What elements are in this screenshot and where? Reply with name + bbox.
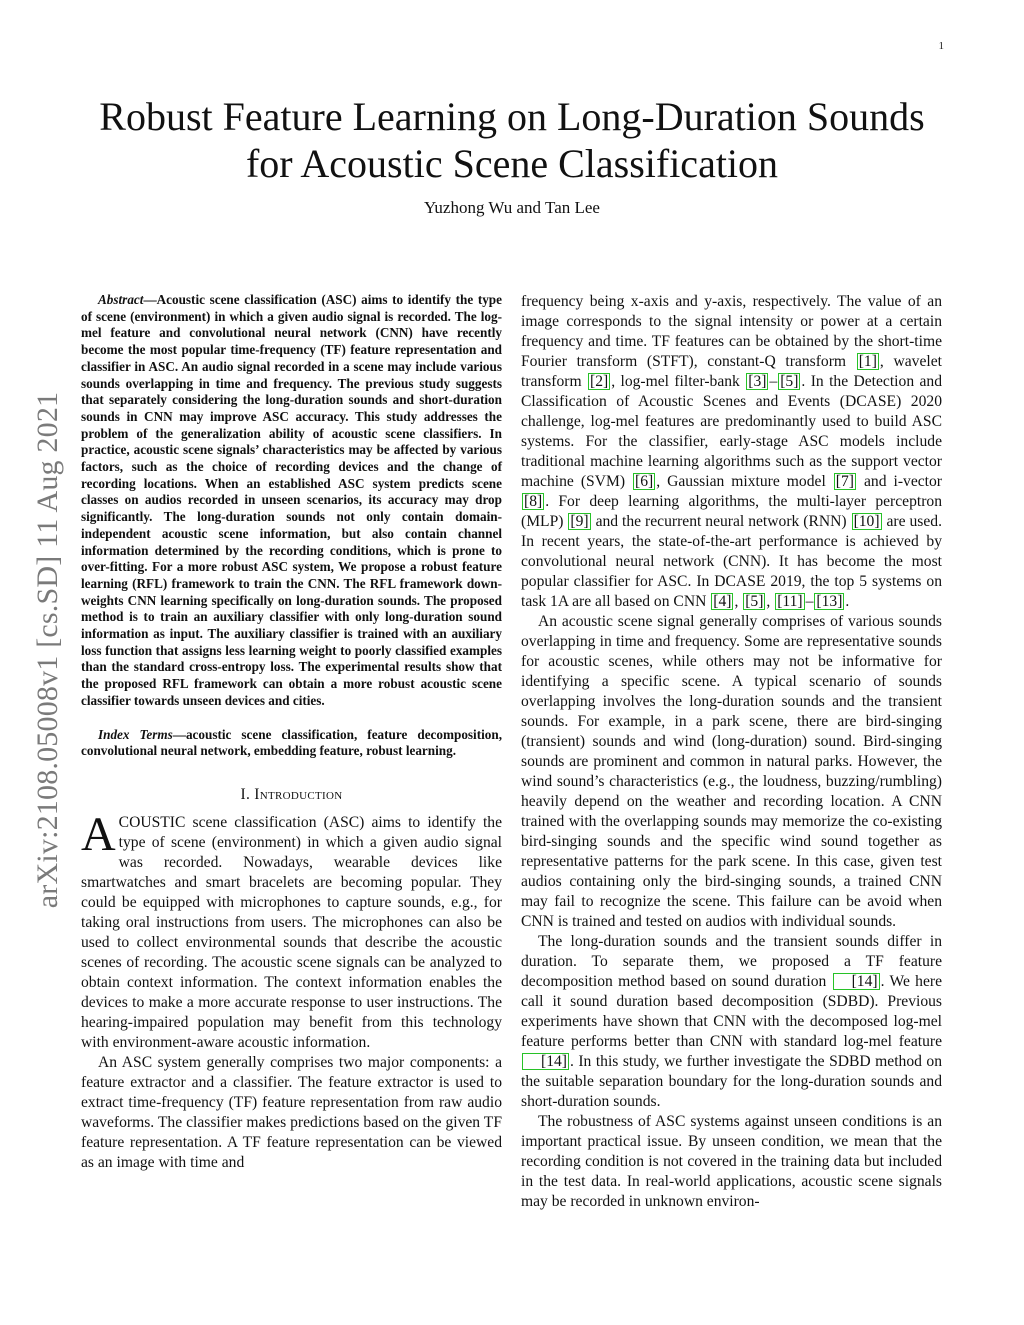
right-paragraph-3 (521, 932, 942, 1112)
text-segment: , wavelet transform (521, 353, 942, 390)
left-column (81, 292, 502, 1173)
text-segment: The long-duration sounds and the transient sounds differ in duration. To separate them, we proposed a TF feature decomposition method based on sound duration (521, 933, 942, 990)
drop-cap: A (81, 807, 116, 861)
authors: Yuzhong Wu and Tan Lee (424, 198, 600, 217)
intro-paragraph-2: An ASC system generally comprises two major components: a feature extractor and a classifier. The feature extractor is used to extract time-frequency (TF) feature representation from raw audio waveforms. The classifier makes predictions based on the given TF feature representation. A TF feature representation can be viewed as an image with time and (81, 1053, 502, 1171)
paper-title (0, 93, 1024, 187)
citation-link[interactable]: [10] (853, 513, 880, 530)
index-terms (81, 727, 502, 760)
abstract-text: Acoustic scene classification (ASC) aims to identify the type of scene (environment) in which a given audio signal is recorded. The log-mel feature and convolutional neural network (CNN) have recently become the most popular time-frequency (TF) feature representation and classifier in ASC. An audio signal recorded in a scene may include various sounds overlapping in time and frequency. The previous study suggests that separately considering the long-duration sounds and short-duration sounds in CNN may improve ASC accuracy. This study addresses the problem of the generalization ability of acoustic scene classifiers. In practice, acoustic scene signals’ characteristics may be affected by various factors, such as the choice of recording devices and the change of recording locations. When an established ASC system predicts scene classes on audios recorded in unseen scenarios, its accuracy may drop significantly. The long-duration sounds not only contain domain-independent acoustic scene information, but also contain channel information determined by the recording conditions, which is prone to over-fitting. For a more robust ASC system, We propose a robust feature learning (RFL) framework to train the CNN. The RFL framework down-weights CNN learning specifically on long-duration sounds. The proposed method is to train an auxiliary classifier with only long-duration sound information as input. The auxiliary classifier is trained with an auxiliary loss function that assigns less learning weight to poorly classified examples than the standard cross-entropy loss. The experimental results show that the proposed RFL framework can obtain a more robust acoustic scene classifier towards unseen devices and cities. (81, 292, 502, 708)
intro-paragraph-1-text: COUSTIC scene classification (ASC) aims to identify the type of scene (environment) in which a given audio signal was recorded. Nowadays, wearable devices like smartwatches and smart bracelets are becoming popular. They could be equipped with microphones to capture sounds, e.g., for taking oral instructions from users. The microphones can also be used to collect environmental sounds that describe the acoustic scenes of recording. The acoustic scene signals can be analyzed to obtain context information. The context information enables the devices to make a more accurate response to user instructions. The hearing-impaired population may benefit from this technology with environment-aware acoustic information. (81, 813, 502, 1051)
text-segment: , (766, 593, 775, 610)
text-segment: and the recurrent neural network (RNN) (591, 513, 851, 530)
text-segment: , Gaussian mixture model (656, 473, 833, 490)
right-paragraph-1 (521, 292, 942, 612)
citation-link[interactable]: [2] (590, 373, 609, 390)
intro-paragraph-1 (81, 807, 502, 1053)
citation-link[interactable]: [6] (635, 473, 654, 490)
text-segment: , (734, 593, 743, 610)
left-body (81, 807, 502, 1173)
text-segment: , log-mel filter-bank (611, 373, 746, 390)
title-line-1: Robust Feature Learning on Long-Duration Sounds (99, 94, 925, 139)
section-name: Introduction (254, 785, 343, 803)
text-segment: . In this study, we further investigate the SDBD method on the suitable separation boundary for the long-duration sounds and short-duration sounds. (521, 1053, 942, 1110)
arxiv-identifier-text: arXiv:2108.05008v1 [cs.SD] 11 Aug 2021 (31, 391, 64, 909)
citation-link[interactable]: [11] (777, 593, 803, 610)
text-segment: – (769, 373, 778, 390)
citation-link[interactable]: [5] (745, 593, 764, 610)
index-terms-dash: — (172, 726, 186, 742)
citation-link[interactable]: [14] (833, 973, 880, 990)
citation-link[interactable]: [7] (835, 473, 854, 490)
abstract-label: Abstract (98, 292, 144, 307)
text-segment: and i-vector (856, 473, 942, 490)
arxiv-identifier (28, 350, 68, 950)
citation-link[interactable]: [5] (780, 373, 799, 390)
text-segment: – (805, 593, 814, 610)
text-segment: . In the Detection and Classification of Acoustic Scenes and Events (DCASE) 2020 challenge, log-mel features are predominantly used to build ASC systems. For the classifier, early-stage ASC models include traditional machine learning algorithms such as the support vector machine (SVM) (521, 373, 943, 490)
right-paragraph-2: An acoustic scene signal generally comprises of various sounds overlapping in time and frequency. Some are representative sounds for acoustic scenes, while others may not be informative for identifying a specific scene. A typical scenario of sounds overlapping involves the long-duration sounds and the transient sounds. For example, in a park scene, there are bird-singing (transient) sounds and wind (long-duration) sound. Bird-singing sounds are prominent and common in natural parks. However, the wind sound’s characteristics (e.g., the loudness, buzzing/rumbling) heavily depend on the weather and recording location. A CNN trained with the overlapping sounds may memorize the co-existing bird-singing sounds and the specific wind sound together as representative patterns for the park scene. In this case, given test audios containing only the bird-singing sounds, a trained CNN may fail to recognize the scene. This failure can be avoid when CNN is trained and tested on audios with individual sounds. (521, 613, 942, 930)
text-segment: . We here call it sound duration based decomposition (SDBD). Previous experiments have shown that CNN with the decomposed log-mel feature performs better than CNN with standard log-mel feature (521, 973, 942, 1050)
text-segment: frequency being x-axis and y-axis, respectively. The value of an image corresponds to the signal intensity or power at a certain frequency and time. TF features can be obtained by the short-time Fourier transform (STFT), constant-Q transform (521, 293, 942, 370)
title-line-2: for Acoustic Scene Classification (245, 141, 779, 186)
index-terms-text: acoustic scene classification, feature decomposition, convolutional neural network, embedding feature, robust learning. (81, 726, 502, 759)
right-column (521, 292, 942, 1212)
abstract (81, 292, 502, 710)
text-segment: . (845, 593, 850, 610)
section-heading (81, 786, 502, 804)
abstract-dash: — (143, 292, 157, 307)
citation-link[interactable]: [14] (522, 1053, 569, 1070)
citation-link[interactable]: [4] (713, 593, 732, 610)
citation-link[interactable]: [13] (816, 593, 843, 610)
citation-link[interactable]: [1] (858, 353, 877, 370)
citation-link[interactable]: [8] (524, 493, 543, 510)
text-segment: are used. In recent years, the state-of-the-art performance is achieved by convolutional neural network (CNN). It has become the most popular classifier for ASC. In DCASE 2019, the top 5 systems on task 1A are all based on CNN (521, 513, 942, 610)
citation-link[interactable]: [3] (748, 373, 767, 390)
text-segment: . For deep learning algorithms, the multi-layer perceptron (MLP) (521, 493, 942, 530)
section-numeral: I. (240, 785, 255, 803)
index-terms-label: Index Terms (98, 726, 173, 742)
citation-link[interactable]: [9] (570, 513, 589, 530)
page-number: 1 (938, 40, 944, 52)
right-paragraph-4: The robustness of ASC systems against unseen conditions is an important practical issue. By unseen condition, we mean that the recording condition is not covered in the training data but included in the test data. In real-world applications, acoustic scene signals may be recorded in unknown environ- (521, 1113, 942, 1210)
